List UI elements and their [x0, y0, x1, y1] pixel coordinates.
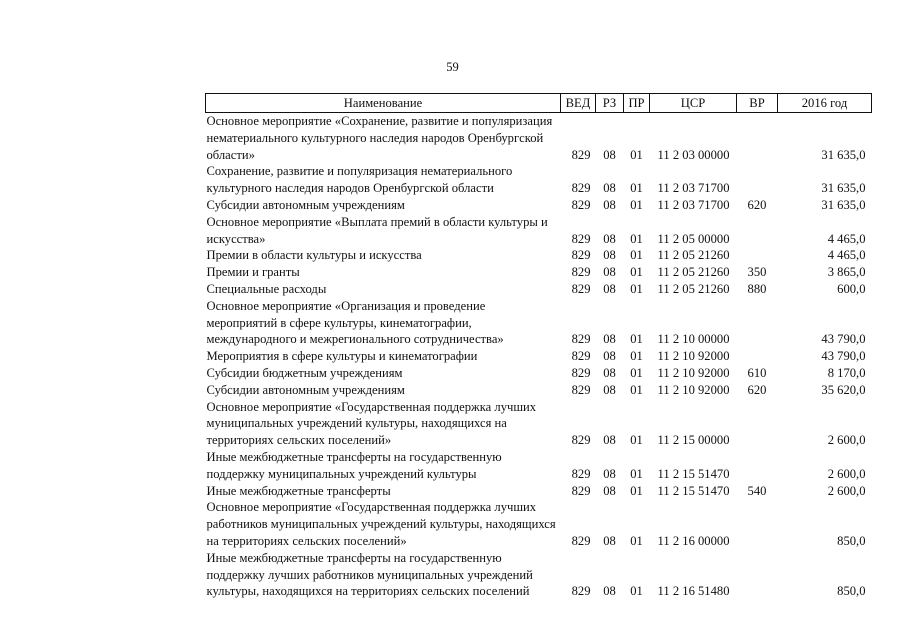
- row-ved: 829: [571, 533, 591, 548]
- row-vr: 610: [747, 365, 767, 380]
- row-rz: 08: [603, 197, 616, 212]
- table-row: [206, 499, 872, 549]
- row-sum: 2 600,0: [827, 466, 866, 481]
- row-name: Специальные расходы: [206, 281, 327, 296]
- row-name: Мероприятия в сфере культуры и кинематографии: [206, 349, 478, 364]
- row-csr: 11 2 10 00000: [657, 332, 730, 347]
- row-csr: 11 2 05 21260: [657, 248, 730, 263]
- row-ved: 829: [571, 231, 591, 246]
- table-row: [206, 264, 872, 281]
- row-sum: 35 620,0: [821, 382, 866, 397]
- row-name: Субсидии бюджетным учреждениям: [206, 365, 403, 380]
- row-pr: 01: [630, 433, 643, 448]
- row-pr: 01: [630, 483, 643, 498]
- table-header-row: [206, 94, 872, 113]
- table-row: [206, 399, 872, 449]
- row-rz: 08: [603, 248, 616, 263]
- row-rz: 08: [603, 466, 616, 481]
- row-csr: 11 2 05 21260: [657, 281, 730, 296]
- table-row: [206, 348, 872, 365]
- row-name: Премии и гранты: [206, 265, 300, 280]
- row-sum: 43 790,0: [821, 349, 866, 364]
- row-csr: 11 2 15 51470: [657, 466, 730, 481]
- row-vr: [737, 113, 778, 164]
- row-csr: 11 2 15 51470: [657, 483, 730, 498]
- row-rz: 08: [603, 181, 616, 196]
- table-row: [206, 483, 872, 500]
- row-ved: 829: [571, 197, 591, 212]
- row-sum: 3 865,0: [827, 265, 866, 280]
- row-csr: 11 2 05 00000: [657, 231, 730, 246]
- table-row: [206, 550, 872, 600]
- row-sum: 43 790,0: [821, 332, 866, 347]
- row-sum: 31 635,0: [821, 181, 866, 196]
- row-name: Основное мероприятие «Выплата премий в области культуры и искусства»: [206, 214, 548, 246]
- row-ved: 829: [571, 365, 591, 380]
- header-name: Наименование: [206, 94, 561, 113]
- row-rz: 08: [603, 332, 616, 347]
- row-csr: 11 2 03 71700: [657, 181, 730, 196]
- row-ved: 829: [571, 332, 591, 347]
- row-name: Сохранение, развитие и популяризация нематериального культурного наследия народов Оренбургской области: [206, 164, 513, 196]
- row-pr: 01: [630, 365, 643, 380]
- row-ved: 829: [571, 248, 591, 263]
- row-ved: 829: [571, 281, 591, 296]
- row-ved: 829: [571, 265, 591, 280]
- row-rz: 08: [603, 281, 616, 296]
- table-row: [206, 163, 872, 197]
- row-name: Иные межбюджетные трансферты на государственную поддержку лучших работников муниципальных учреждений культуры, находящихся на территориях сельских поселений: [206, 550, 533, 599]
- table-row: [206, 365, 872, 382]
- row-ved: 829: [571, 382, 591, 397]
- row-rz: 08: [603, 483, 616, 498]
- row-sum: 4 465,0: [827, 231, 866, 246]
- header-vr: ВР: [737, 94, 778, 113]
- row-sum: 8 170,0: [827, 365, 866, 380]
- header-rz: РЗ: [596, 94, 624, 113]
- row-name: Основное мероприятие «Государственная поддержка лучших работников муниципальных учреждений культуры, находящихся на территориях сельских поселений»: [206, 500, 556, 548]
- row-rz: 08: [603, 584, 616, 599]
- row-vr: [737, 449, 778, 483]
- row-pr: 01: [630, 181, 643, 196]
- row-sum: 4 465,0: [827, 248, 866, 263]
- header-csr: ЦСР: [650, 94, 737, 113]
- header-pr: ПР: [624, 94, 650, 113]
- row-vr: [737, 298, 778, 348]
- row-rz: 08: [603, 265, 616, 280]
- row-pr: 01: [630, 281, 643, 296]
- row-rz: 08: [603, 365, 616, 380]
- row-vr: 620: [747, 197, 767, 212]
- row-ved: 829: [571, 181, 591, 196]
- row-ved: 829: [571, 483, 591, 498]
- table-row: [206, 197, 872, 214]
- row-rz: 08: [603, 231, 616, 246]
- table-row: [206, 449, 872, 483]
- row-csr: 11 2 03 00000: [657, 147, 730, 162]
- row-rz: 08: [603, 349, 616, 364]
- row-vr: 880: [747, 281, 767, 296]
- row-pr: 01: [630, 332, 643, 347]
- row-csr: 11 2 10 92000: [657, 365, 730, 380]
- row-csr: 11 2 10 92000: [657, 349, 730, 364]
- row-sum: 2 600,0: [827, 483, 866, 498]
- row-vr: [737, 163, 778, 197]
- row-vr: [737, 214, 778, 248]
- row-name: Премии в области культуры и искусства: [206, 248, 422, 263]
- table-row: [206, 298, 872, 348]
- row-vr: [737, 348, 778, 365]
- row-sum: 850,0: [837, 533, 866, 548]
- row-csr: 11 2 16 51480: [657, 584, 730, 599]
- row-vr: 540: [747, 483, 767, 498]
- page-number: 59: [446, 60, 459, 74]
- table-row: [206, 214, 872, 248]
- row-vr: [737, 499, 778, 549]
- row-sum: 600,0: [837, 281, 866, 296]
- row-name: Основное мероприятие «Государственная поддержка лучших муниципальных учреждений культуры, находящихся на территориях сельских поселений»: [206, 399, 537, 448]
- row-pr: 01: [630, 349, 643, 364]
- row-pr: 01: [630, 265, 643, 280]
- row-pr: 01: [630, 584, 643, 599]
- row-ved: 829: [571, 349, 591, 364]
- row-vr: [737, 247, 778, 264]
- row-pr: 01: [630, 197, 643, 212]
- row-ved: 829: [571, 584, 591, 599]
- row-vr: 350: [747, 265, 767, 280]
- row-csr: 11 2 05 21260: [657, 265, 730, 280]
- row-name: Субсидии автономным учреждениям: [206, 382, 405, 397]
- row-ved: 829: [571, 433, 591, 448]
- row-rz: 08: [603, 533, 616, 548]
- row-pr: 01: [630, 466, 643, 481]
- row-ved: 829: [571, 147, 591, 162]
- row-vr: 620: [747, 382, 767, 397]
- table-row: [206, 247, 872, 264]
- row-csr: 11 2 16 00000: [657, 533, 730, 548]
- row-name: Основное мероприятие «Организация и проведение мероприятий в сфере культуры, кинематографии, международного и межрегионального сотрудничества»: [206, 298, 504, 347]
- row-pr: 01: [630, 231, 643, 246]
- row-name: Основное мероприятие «Сохранение, развитие и популяризация нематериального культурного наследия народов Оренбургской области»: [206, 114, 553, 162]
- row-rz: 08: [603, 382, 616, 397]
- row-name: Субсидии автономным учреждениям: [206, 197, 405, 212]
- row-sum: 850,0: [837, 584, 866, 599]
- row-csr: 11 2 03 71700: [657, 197, 730, 212]
- row-name: Иные межбюджетные трансферты на государственную поддержку муниципальных учреждений культуры: [206, 449, 502, 481]
- row-rz: 08: [603, 433, 616, 448]
- row-pr: 01: [630, 533, 643, 548]
- row-name: Иные межбюджетные трансферты: [206, 483, 391, 498]
- budget-table: [205, 93, 872, 600]
- row-vr: [737, 550, 778, 600]
- row-pr: 01: [630, 382, 643, 397]
- header-sum: 2016 год: [778, 94, 872, 113]
- row-rz: 08: [603, 147, 616, 162]
- row-pr: 01: [630, 248, 643, 263]
- row-vr: [737, 399, 778, 449]
- row-pr: 01: [630, 147, 643, 162]
- table-row: [206, 113, 872, 164]
- row-csr: 11 2 10 92000: [657, 382, 730, 397]
- header-ved: ВЕД: [561, 94, 596, 113]
- row-sum: 31 635,0: [821, 197, 866, 212]
- row-sum: 31 635,0: [821, 147, 866, 162]
- row-ved: 829: [571, 466, 591, 481]
- row-sum: 2 600,0: [827, 433, 866, 448]
- row-csr: 11 2 15 00000: [657, 433, 730, 448]
- table-row: [206, 281, 872, 298]
- table-row: [206, 382, 872, 399]
